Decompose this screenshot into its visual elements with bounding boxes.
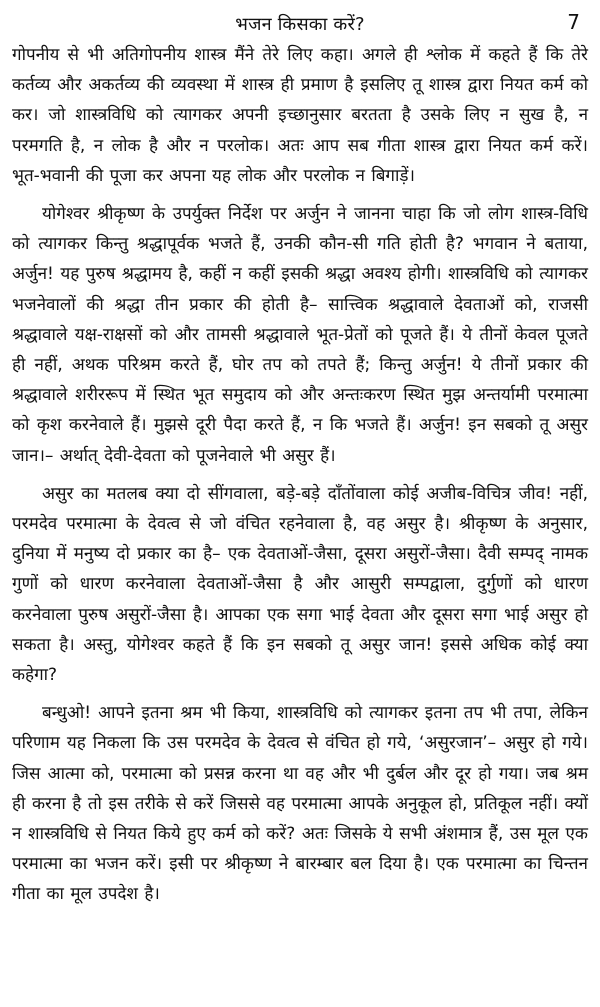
paragraph: गोपनीय से भी अतिगोपनीय शास्त्र मैंने तेरे लिए कहा। अगले ही श्लोक में कहते हैं कि तेरे कर्तव्य और अकर्तव्य की व्यवस्था में शास्त्र ही प्रमाण है इसलिए तू शास्त्र द्वारा नियत कर्म को कर। जो शास्त्रविधि को त्यागकर अपनी इच्छानुसार बरतता है उसके लिए न सुख है, न परमगति है, न लोक है और न परलोक। अतः आप सब गीता शास्त्र द्वारा नियत कर्म करें। भूत-भवानी की पूजा कर अपना यह लोक और परलोक न बिगाड़ें। bbox=[12, 45, 588, 186]
page-header bbox=[12, 8, 588, 40]
running-title: भजन किसका करें? bbox=[235, 14, 365, 35]
body-text bbox=[12, 40, 588, 910]
page-number: 7 bbox=[567, 10, 580, 34]
paragraph: असुर का मतलब क्या दो सींगवाला, बड़े-बड़े दाँतोंवाला कोई अजीब-विचित्र जीव! नहीं, परमदेव परमात्मा के देवत्व से जो वंचित रहनेवाला है, वह असुर है। श्रीकृष्ण के अनुसार, दुनिया में मनुष्य दो प्रकार का है– एक देवताओं-जैसा, दूसरा असुरों-जैसा। दैवी सम्पद् नामक गुणों को धारण करनेवाला देवताओं-जैसा है और आसुरी सम्पद्वाला, दुर्गुणों को धारण करनेवाला पुरुष असुरों-जैसा है। आपका एक सगा भाई देवता और दूसरा सगा भाई असुर हो सकता है। अस्तु, योगेश्वर कहते हैं कि इन सबको तू असुर जान! इससे अधिक कोई क्या कहेगा? bbox=[12, 483, 588, 686]
paragraph: योगेश्वर श्रीकृष्ण के उपर्युक्त निर्देश पर अर्जुन ने जानना चाहा कि जो लोग शास्त्र-विधि को त्यागकर किन्तु श्रद्धापूर्वक भजते हैं, उनकी कौन-सी गति होती है? भगवान ने बताया, अर्जुन! यह पुरुष श्रद्धामय है, कहीं न कहीं इसकी श्रद्धा अवश्य होगी। शास्त्रविधि को त्यागकर भजनेवालों की श्रद्धा तीन प्रकार की होती है– सात्त्विक श्रद्धावाले देवताओं को, राजसी श्रद्धावाले यक्ष-राक्षसों को और तामसी श्रद्धावाले भूत-प्रेतों को पूजते हैं। ये तीनों केवल पूजते ही नहीं, अथक परिश्रम करते हैं, घोर तप को तपते हैं; किन्तु अर्जुन! ये तीनों प्रकार की श्रद्धावाले शरीररूप में स्थित भूत समुदाय को और अन्तःकरण स्थित मुझ अन्तर्यामी परमात्मा को कृश करनेवाले हैं। मुझसे दूरी पैदा करते हैं, न कि भजते हैं। अर्जुन! इन सबको तू असुर जान।– अर्थात् देवी-देवता को पूजनेवाले भी असुर हैं। bbox=[12, 204, 588, 466]
paragraph: बन्धुओ! आपने इतना श्रम भी किया, शास्त्रविधि को त्यागकर इतना तप भी तपा, लेकिन परिणाम यह निकला कि उस परमदेव के देवत्व से वंचित हो गये, ‘असुरजान’– असुर हो गये। जिस आत्मा को, परमात्मा को प्रसन्न करना था वह और भी दुर्बल और दूर हो गया। जब श्रम ही करना है तो इस तरीके से करें जिससे वह परमात्मा आपके अनुकूल हो, प्रतिकूल नहीं। क्यों न शास्त्रविधि से नियत किये हुए कर्म को करें? अतः जिसके ये सभी अंशमात्र हैं, उस मूल एक परमात्मा का भजन करें। इसी पर श्रीकृष्ण ने बारम्बार बल दिया है। एक परमात्मा का चिन्तन गीता का मूल उपदेश है। bbox=[12, 703, 588, 905]
